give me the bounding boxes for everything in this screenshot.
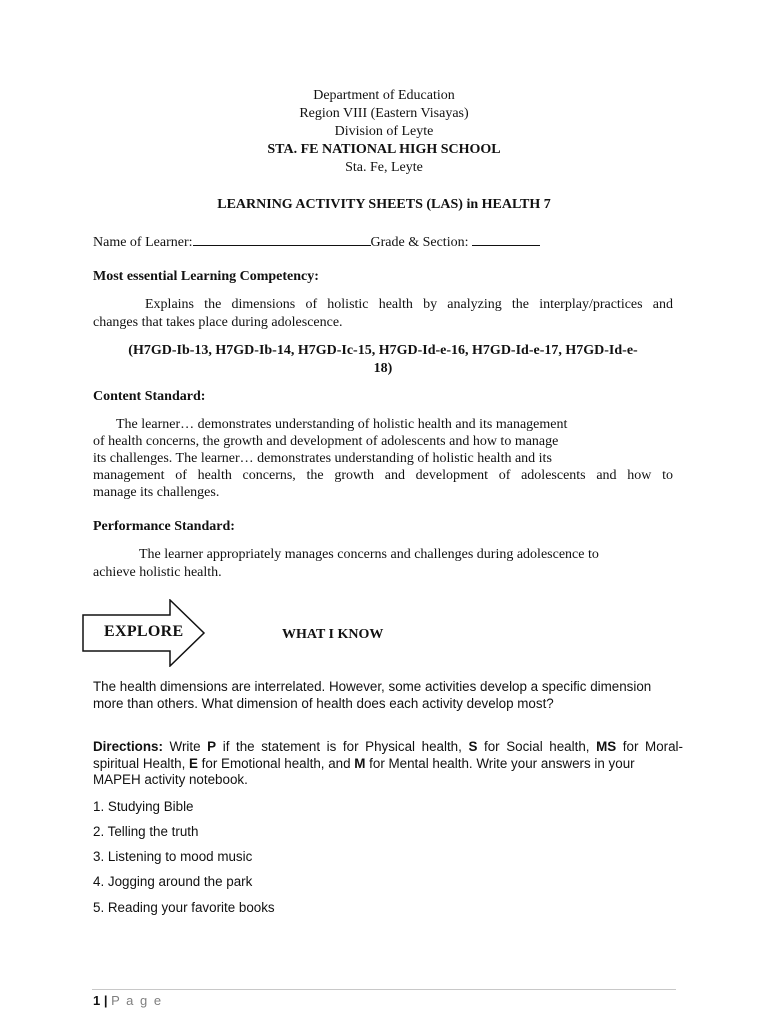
directions-text: Write <box>162 739 208 754</box>
performance-standard-line-1: The learner appropriately manages concerns and challenges during adolescence to <box>139 547 599 562</box>
key-mental: M <box>354 756 366 771</box>
directions-line-1 <box>93 738 683 755</box>
directions-text: for Moral- <box>616 739 683 754</box>
list-item: 3. Listening to mood music <box>93 849 253 864</box>
document-title: LEARNING ACTIVITY SHEETS (LAS) in HEALTH 7 <box>217 197 551 212</box>
what-i-know-title: WHAT I KNOW <box>282 627 384 642</box>
directions-text: if the statement is for Physical health, <box>216 739 469 754</box>
list-item: 5. Reading your favorite books <box>93 900 275 915</box>
key-social: S <box>468 739 478 754</box>
directions-text: for Social health, <box>477 739 597 754</box>
directions-line-3: MAPEH activity notebook. <box>93 772 248 787</box>
grade-label: Grade & Section: <box>370 235 469 250</box>
list-item: 1. Studying Bible <box>93 799 194 814</box>
page-footer <box>93 993 163 1008</box>
school-name: STA. FE NATIONAL HIGH SCHOOL <box>267 142 501 157</box>
directions-label: Directions: <box>93 739 163 754</box>
department-heading: Department of Education <box>313 88 455 103</box>
content-standard-line-2: of health concerns, the growth and development of adolescents and how to manage <box>93 434 559 449</box>
intro-line-1: The health dimensions are interrelated. However, some activities develop a specific dimension <box>93 679 652 694</box>
content-standard-line-3: its challenges. The learner… demonstrates understanding of holistic health and its <box>93 451 552 466</box>
learner-line <box>93 233 540 251</box>
school-location: Sta. Fe, Leyte <box>345 160 423 175</box>
grade-blank <box>472 233 540 246</box>
key-emotional: E <box>189 756 198 771</box>
explore-arrow <box>82 599 206 667</box>
content-standard-heading: Content Standard: <box>93 389 206 404</box>
list-item: 2. Telling the truth <box>93 824 199 839</box>
name-blank <box>193 233 371 246</box>
performance-standard-line-2: achieve holistic health. <box>93 565 222 580</box>
footer-separator: | <box>103 993 108 1008</box>
content-standard-line-4: management of health concerns, the growth and development of adolescents and how to <box>93 468 673 483</box>
key-moral-spiritual: MS <box>596 739 617 754</box>
competency-codes-line-2: 18) <box>373 361 393 376</box>
content-standard-line-5: manage its challenges. <box>93 485 220 500</box>
key-physical: P <box>207 739 217 754</box>
intro-line-2: more than others. What dimension of health does each activity develop most? <box>93 696 554 711</box>
directions-text: spiritual Health, <box>93 756 190 771</box>
competency-heading: Most essential Learning Competency: <box>93 269 319 284</box>
page-word: P a g e <box>111 993 163 1008</box>
competency-codes-line-1: (H7GD-Ib-13, H7GD-Ib-14, H7GD-Ic-15, H7GD-Id-e-16, H7GD-Id-e-17, H7GD-Id-e- <box>128 343 638 358</box>
footer-divider <box>92 989 676 990</box>
list-item: 4. Jogging around the park <box>93 874 253 889</box>
explore-label: EXPLORE <box>104 623 184 640</box>
page-number: 1 <box>93 993 101 1008</box>
performance-standard-heading: Performance Standard: <box>93 519 235 534</box>
competency-line-1: Explains the dimensions of holistic health by analyzing the interplay/practices and <box>145 297 673 312</box>
name-label: Name of Learner: <box>93 235 193 250</box>
directions-line-2 <box>93 755 683 772</box>
directions-text: for Emotional health, and <box>197 756 355 771</box>
directions-text: for Mental health. Write your answers in your <box>365 756 635 771</box>
content-standard-line-1: The learner… demonstrates understanding of holistic health and its management <box>116 417 568 432</box>
competency-line-2: changes that takes place during adolescence. <box>93 315 343 330</box>
division-heading: Division of Leyte <box>334 124 434 139</box>
region-heading: Region VIII (Eastern Visayas) <box>299 106 469 121</box>
